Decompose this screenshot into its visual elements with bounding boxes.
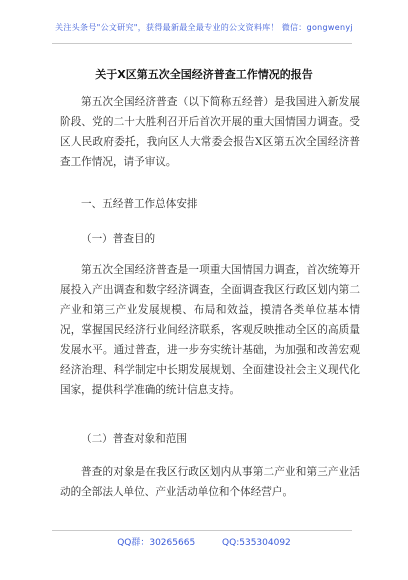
paragraph-intro: 第五次全国经济普查（以下简称五经普）是我国进入新发展阶段、党的二十大胜利召开后首次开展的重大国情国力调查。受区人民政府委托，我向区人大常委会报告X区第五次全国经济普查工作情况，请予审议。 <box>60 96 360 168</box>
section-heading-overall-arrangement: 一、五经普工作总体安排 <box>81 198 198 210</box>
paragraph-purpose: 第五次全国经济普查是一项重大国情国力调查，首次统筹开展投入产出调查和数字经济调查，全面调查我区行政区划内第二产业和第三产业发展规模、布局和效益，摸清各类单位基本情况，掌握国民经济行业间经济联系，客观反映推动全区的高质量发展水平。通过普查，进一步夯实统计基础，为加强和改善宏观经济治理、科学制定中长期发展规划、全面建设社会主义现代化国家，提供科学准确的统计信息支持。 <box>60 264 360 396</box>
footer-qq: QQ:535304092 <box>222 538 291 548</box>
paragraph-scope: 普查的对象是在我区行政区划内从事第二产业和第三产业活动的全部法人单位、产业活动单位和个体经营户。 <box>60 466 360 498</box>
subsection-heading-purpose: （一）普查目的 <box>81 233 156 245</box>
header-banner: 关注头条号"公文研究"，获得最新最全最专业的公文资料库！ 微信：gongwenyj <box>55 23 353 32</box>
footer-contacts <box>0 535 408 548</box>
footer-divider <box>52 530 352 531</box>
subsection-heading-scope: （二）普查对象和范围 <box>81 433 187 445</box>
header-divider <box>52 43 352 44</box>
document-title: 关于X区第五次全国经济普查工作情况的报告 <box>95 68 313 81</box>
footer-qq-group: QQ群：30265665 <box>117 538 196 548</box>
